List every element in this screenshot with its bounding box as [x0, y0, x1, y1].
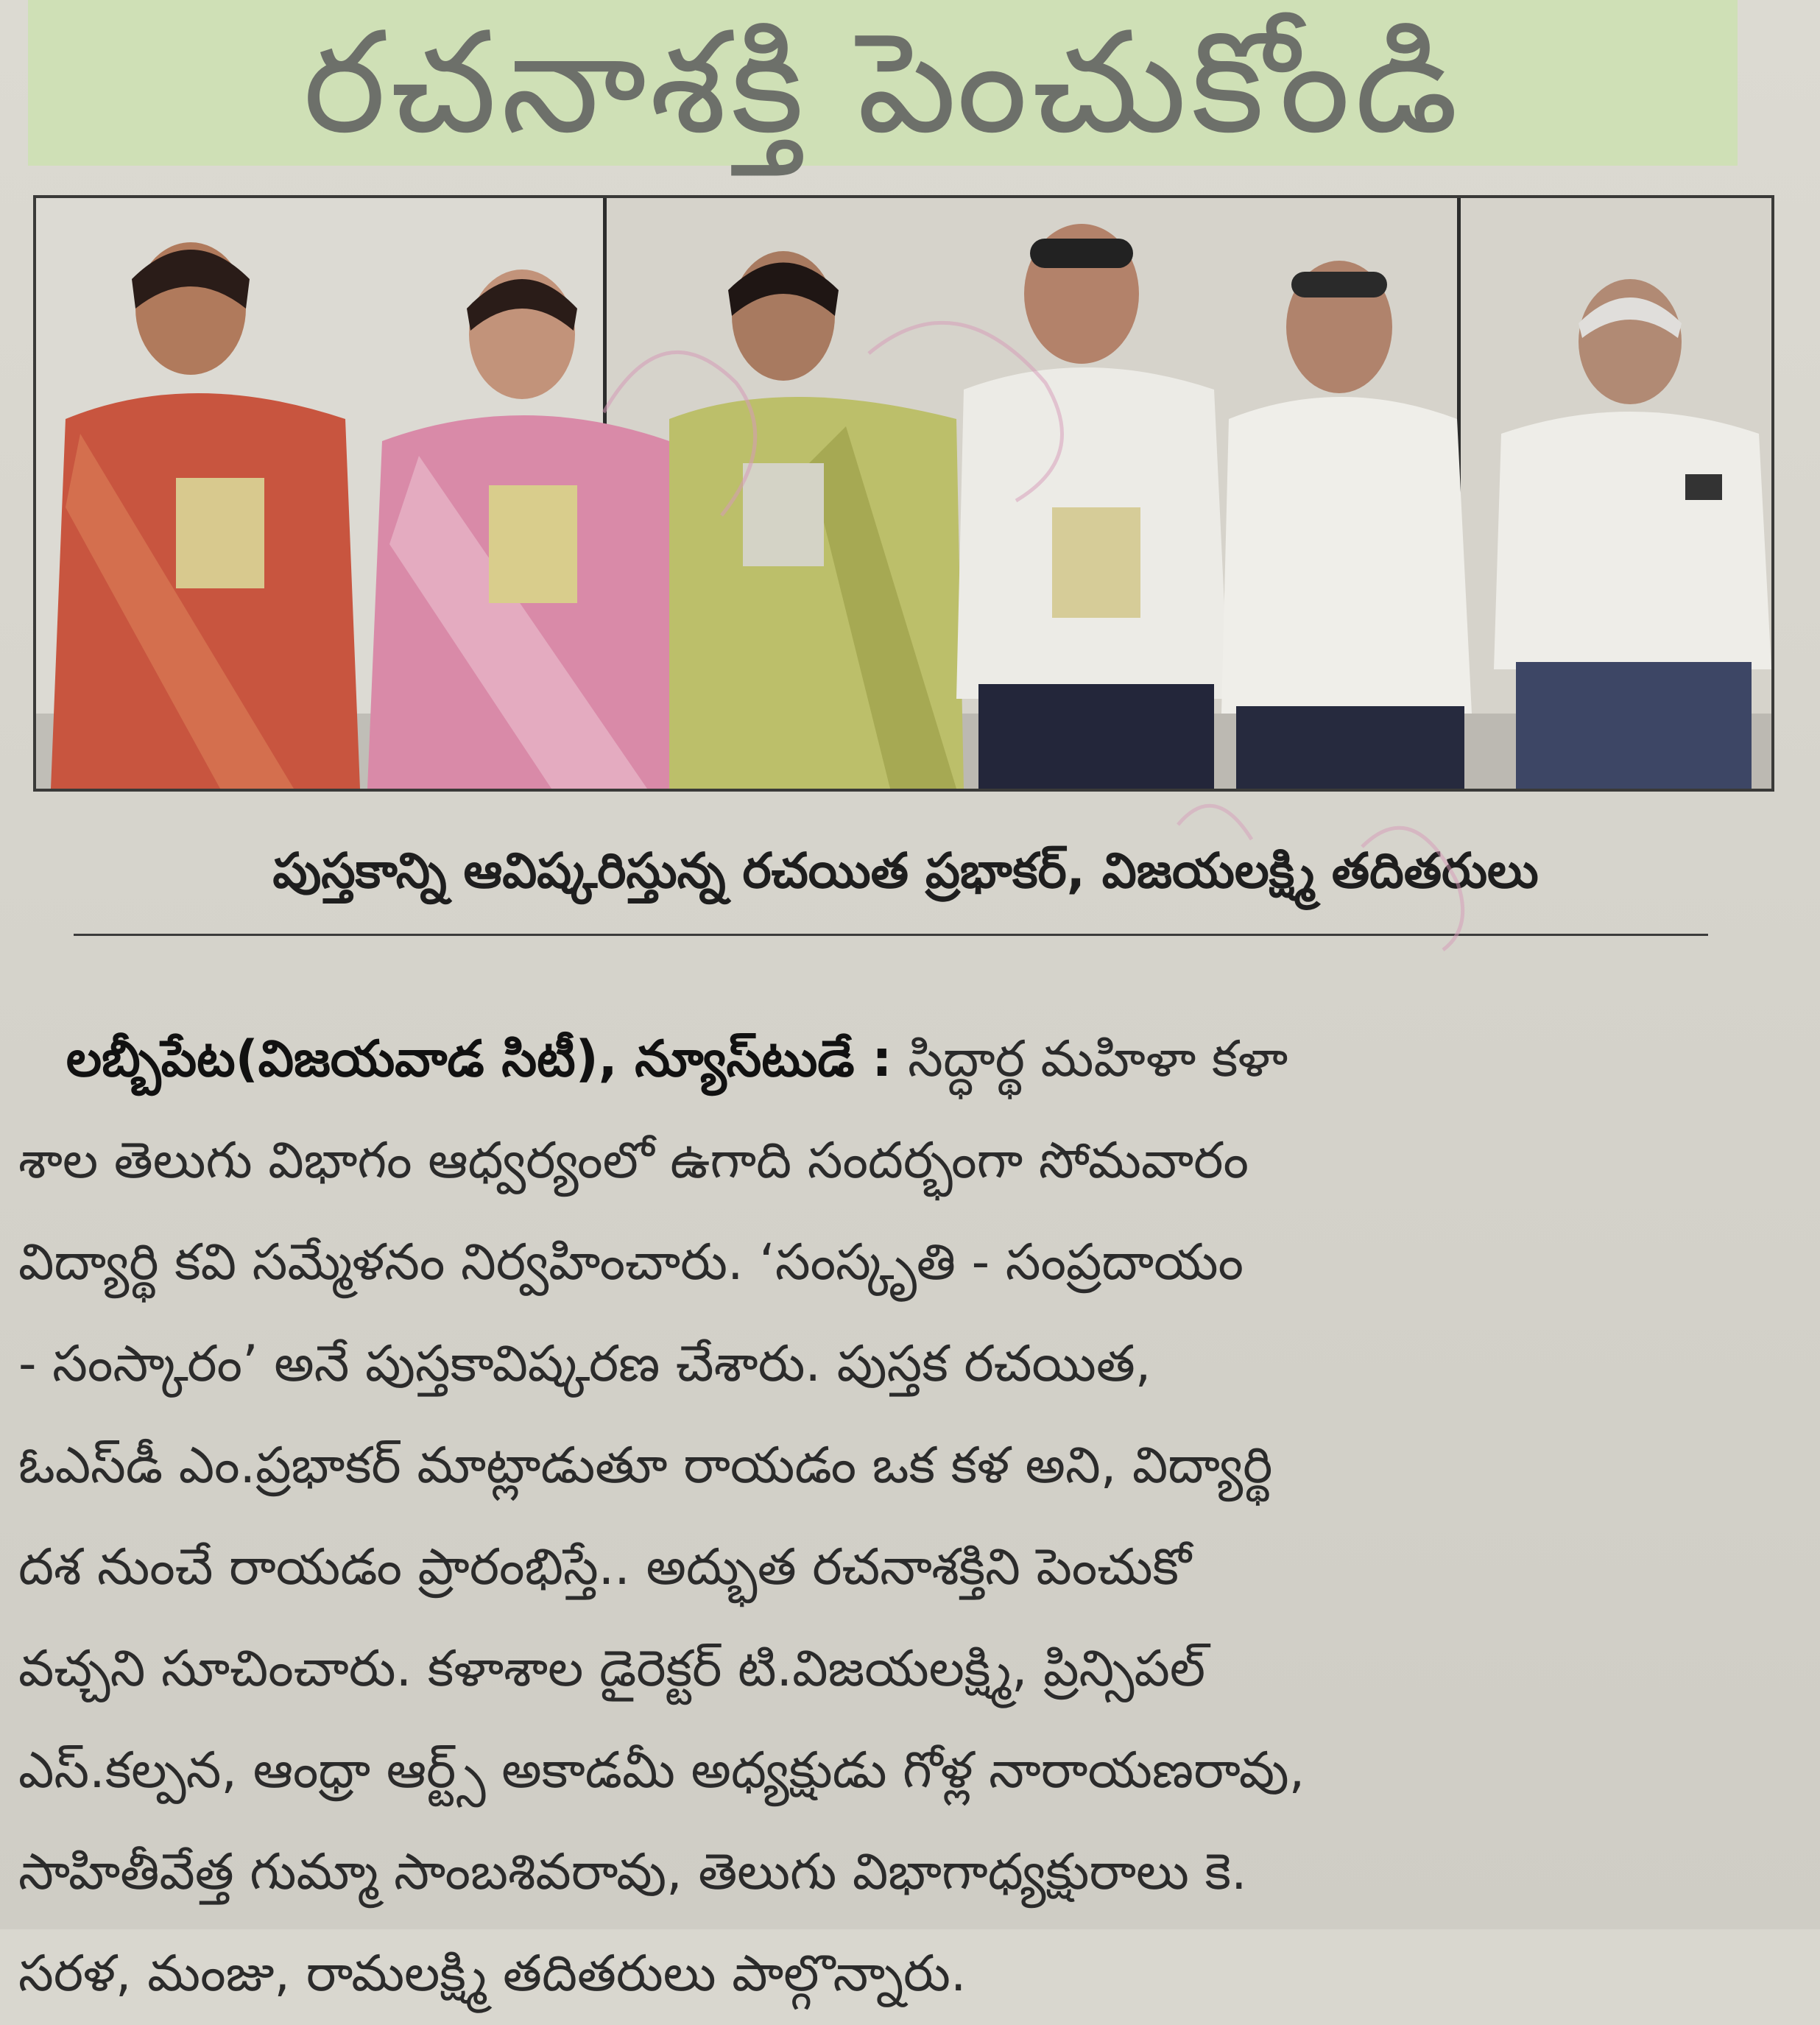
- article-line-5: ఓఎస్‌డీ ఎం.ప్రభాకర్ మాట్లాడుతూ రాయడం ఒక కళ అని, విద్యార్థి: [18, 1437, 1273, 1495]
- article-body: [18, 1009, 1756, 2025]
- article-line-10: సరళ, మంజు, రామలక్ష్మి తదితరులు పాల్గొన్నారు.: [18, 1945, 967, 2003]
- article-line-2: శాల తెలుగు విభాగం ఆధ్వర్యంలో ఉగాది సందర్భంగా సోమవారం: [18, 1132, 1249, 1190]
- article-line-8: ఎస్.కల్పన, ఆంధ్రా ఆర్ట్స్ అకాడమీ అధ్యక్షుడు గోళ్ల నారాయణరావు,: [18, 1742, 1305, 1800]
- article-line-9: సాహితీవేత్త గుమ్మా సాంబశివరావు, తెలుగు విభాగాధ్యక్షురాలు కె.: [18, 1843, 1247, 1901]
- dateline: లబ్బీపేట(విజయవాడ సిటీ), న్యూస్‌టుడే :: [66, 1030, 892, 1088]
- photo-illustration: [36, 198, 1771, 789]
- article-line-4: - సంస్కారం’ అనే పుస్తకావిష్కరణ చేశారు. పుస్తక రచయిత,: [18, 1335, 1151, 1393]
- headline: రచనాశక్తి పెంచుకోండి: [303, 1, 1463, 164]
- news-photo: [33, 195, 1774, 792]
- article-line-6: దశ నుంచే రాయడం ప్రారంభిస్తే.. అద్భుత రచనాశక్తిని పెంచుకో: [18, 1538, 1191, 1596]
- photo-caption: పుస్తకాన్ని ఆవిష్కరిస్తున్న రచయిత ప్రభాకర్, విజయలక్ష్మి తదితరులు: [272, 842, 1539, 899]
- headline-band: [28, 0, 1738, 166]
- article-text-1: సిద్ధార్థ మహిళా కళా: [908, 1030, 1288, 1088]
- caption-divider: [74, 934, 1708, 936]
- article-line-7: వచ్చని సూచించారు. కళాశాల డైరెక్టర్ టి.విజయలక్ష్మి, ప్రిన్సిపల్: [18, 1640, 1206, 1698]
- article-line-1: [18, 1009, 1756, 1110]
- article-line-3: విద్యార్థి కవి సమ్మేళనం నిర్వహించారు. ‘సంస్కృతి - సంప్రదాయం: [18, 1233, 1244, 1292]
